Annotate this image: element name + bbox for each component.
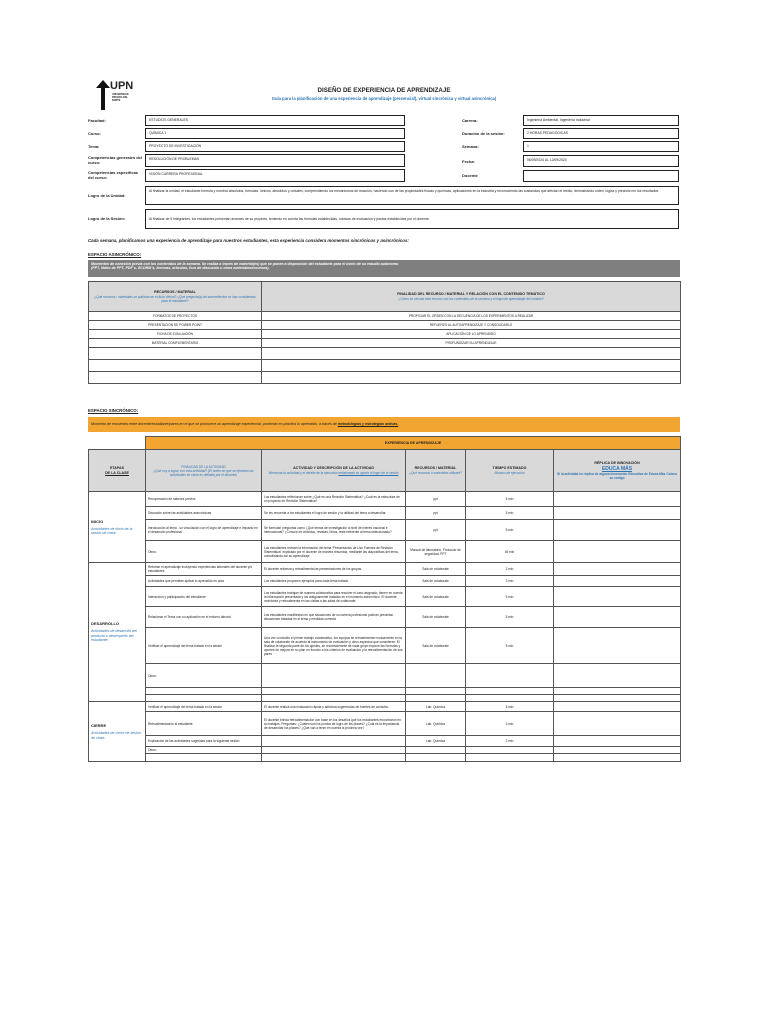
time-cell: 5 min [466, 607, 554, 628]
session-goal-value: Al finalizar de 5 integrantes, los estudiantes presentan avances de su proyecto, teniendo en cuenta las fórmulas establecidas, rúbricas de evaluación y pautas establecidas por el docente. [145, 209, 679, 229]
async-purpose-cell [262, 348, 681, 360]
stage-name: INICIO [91, 518, 104, 524]
sync-table-row [89, 563, 681, 576]
innovation-cell [554, 695, 681, 702]
course-value: QUÍMICA 1 [145, 128, 405, 139]
async-section-title: ESPACIO ASINCRÓNICO: [88, 252, 142, 257]
course-label: Curso: [88, 131, 101, 136]
async-col2-header [262, 282, 681, 312]
sync-table-row [89, 688, 681, 695]
stages-header-line1: ETAPAS [109, 466, 125, 471]
purpose-cell: Actividades que permitan aplicar lo aprendido en aula [146, 576, 262, 587]
sync-table-row [89, 736, 681, 747]
async-purpose-cell [262, 360, 681, 372]
page-title: DISEÑO DE EXPERIENCIA DE APRENDIZAJE [317, 87, 451, 94]
async-purpose-cell: PROFUNDIZAR SU APRENDIZAJE [262, 339, 681, 348]
innovation-cell [554, 712, 681, 736]
purpose-cell: Explicación de las actividades sugeridas para la siguiente sesión [146, 736, 262, 747]
resource-cell: Lab. Química [406, 736, 466, 747]
activity-header-title: ACTIVIDAD Y DESCRIPCIÓN DE LA ACTIVIDAD [293, 466, 374, 471]
sync-corner-blank [89, 437, 146, 450]
sync-table-row [89, 607, 681, 628]
async-purpose-cell: APLICACIÓN DE LO APRENDIDO [262, 330, 681, 339]
date-label: Fecha: [462, 159, 475, 164]
activity-cell: El docente brinda retroalimentación con base en los desafíos que los estudiantes encontraron en su trabajos. Preguntas: ¿Cuáles son los puntos de logro de los planes? ¿Cuál es la importancia de desarrollar los planes? ¿Qué van a tener en cuenta la próxima vez? [262, 712, 406, 736]
sync-table-row [89, 702, 681, 712]
innovation-header-subtitle: Si la actividad es réplica de alguna innovación Educativa de Educa Más Coloca su código [557, 471, 677, 480]
time-cell [466, 664, 554, 688]
async-banner [88, 260, 680, 277]
general-competencies-label: Competencias generales del curso: [88, 155, 143, 165]
resource-cell [406, 688, 466, 695]
resource-cell: Sala de colaborate [406, 576, 466, 587]
async-resource-cell: PRESENTACIÓN DE POWER POINT [89, 321, 262, 330]
stages-header [89, 450, 146, 492]
activity-cell: Se les recuerda a los estudiantes el logro de sesión y la utilidad del tema a desarrollar. [262, 507, 406, 520]
time-cell: 5 min [466, 520, 554, 541]
innovation-header-brand: EDUCA MÁS [601, 465, 633, 472]
innovation-cell [554, 754, 681, 762]
purpose-header-title: FINALIDAD DE LA ACTIVIDAD [181, 464, 226, 469]
innovation-cell [554, 541, 681, 563]
purpose-cell: Otros: [146, 747, 262, 754]
time-cell: 3 min [466, 712, 554, 736]
async-resource-cell [89, 372, 262, 384]
time-header [466, 450, 554, 492]
stage-cell [89, 563, 146, 702]
sync-banner-text: Momento de encuentro entre docente/estudiante/pares en el que se promueve un aprendizaje experiencial, poniendo en práctica lo aprendido, a través de [91, 422, 337, 426]
innovation-cell [554, 587, 681, 607]
activity-cell [262, 688, 406, 695]
resource-cell [406, 695, 466, 702]
activity-cell [262, 754, 406, 762]
time-cell: 2 min [466, 736, 554, 747]
topic-value: PROYECTO DE INVESTIGACIÓN [145, 141, 405, 152]
sync-table [88, 436, 681, 762]
upn-logo [96, 80, 132, 112]
async-table-row [89, 321, 681, 330]
activity-cell [262, 664, 406, 688]
activity-cell: Los estudiantes proponen ejemplos para cada tema tratado [262, 576, 406, 587]
innovation-cell [554, 520, 681, 541]
activity-cell [262, 736, 406, 747]
time-cell: 5 min [466, 628, 554, 664]
week-label: Semana: [462, 144, 479, 149]
purpose-cell: Introducción al tema , su vinculación con el logro de aprendizaje e impacto en el desarrollo profesional [146, 520, 262, 541]
experience-header: EXPERIENCIA DE APRENDIZAJE [146, 437, 681, 450]
activity-cell: Los estudiantes revisan la información del tema "Presentación de Uso Fuentes de Revisión Sistemática" explicado por el docente de manera resumida, mediante las diapositivas del tema, consolidando así su aprendizaje [262, 541, 406, 563]
async-resource-cell [89, 348, 262, 360]
activity-cell: Los estudiantes reflexionan sobre ¿Qué es una Revisión Sistemática? ¿Cuál es la estructura de un proyecto de Revisión Sistemática? [262, 492, 406, 507]
activity-cell [262, 695, 406, 702]
time-cell: 5 min [466, 507, 554, 520]
resources-header-subtitle: ¿Qué recursos o materiales utilizaré? [409, 470, 462, 475]
sync-table-row [89, 507, 681, 520]
time-header-title: TIEMPO ESTIMADO [492, 466, 527, 471]
innovation-cell [554, 576, 681, 587]
career-value: Ingeniería Ambiental, Ingeniería Industrial [523, 115, 679, 126]
date-value: 06/09/2024 AL 12/09/2024 [523, 155, 679, 167]
resource-cell: ppt [406, 520, 466, 541]
teacher-value [523, 170, 679, 182]
resource-cell: Manual de laboratorio, Protocolo de seguridad, PPT [406, 541, 466, 563]
activity-header-subtitle: Menciona la actividad y el detalle de la ejecución [268, 470, 338, 475]
unit-goal-label: Logro de la Unidad: [88, 193, 126, 198]
resources-header-title: RECURSOS / MATERIAL [414, 466, 457, 471]
purpose-cell [146, 754, 262, 762]
async-resource-cell: MATERIAL COMPLEMENTARIO [89, 339, 262, 348]
purpose-cell: Otros: [146, 541, 262, 563]
activity-header [262, 450, 406, 492]
stage-description: Actividades de inicio de la sesión de clase [91, 526, 133, 535]
unit-goal-value: Al finalizar la unidad, el estudiante formula y nombra absolutos, fórmulas, iónicos, absolutos y oxisales, comprendiendo los mecanismos de reacción, haciendo uso de las propiedades físicas y químicas, aplicaciones en la industria y reconociendo las sustancias que afectan el medio, demostrando orden, lógica y precisión en los resultados. [145, 186, 679, 205]
activity-cell: Una vez concluido el primer trabajo colaborativo, los equipos se retroalimentan mutuamente en la sala de colaborate de acuerdo al instrumento de evaluación y otros aspectos que consideren. El finalizar la segunda parte de los ajustes, se reconsiderante de cada grupo expone las fórmulas y aportes de mejora en su plan en función a los criterios de evaluación y la retroalimentación de sus pares [262, 628, 406, 664]
time-cell: 5 min [466, 587, 554, 607]
async-resource-cell: FICHA DE EVALUACIÓN [89, 330, 262, 339]
activity-cell: Los estudiantes trabajan de manera colaborativa para resolver el caso asignado, tienen en cuenta la información presentada y los antiguamente tratados en el momento asincrónico. El docente monitorea y retroalimenta en las visitas a las salas de colaborate. [262, 587, 406, 607]
async-col2-title: FINALIDAD DEL RECURSO / MATERIAL Y RELACIÓN CON EL CONTENIDO TEMÁTICO [397, 292, 545, 297]
time-cell [466, 747, 554, 754]
time-cell: 45 min [466, 541, 554, 563]
teacher-label: Docente [462, 173, 478, 178]
logo-text: UPN [110, 80, 134, 92]
innovation-cell [554, 492, 681, 507]
time-cell [466, 754, 554, 762]
logo-subtext: UNIVERSIDAD PRIVADA DEL NORTE [112, 93, 129, 103]
innovation-cell [554, 607, 681, 628]
sync-banner-link: metodologías y estrategias activas. [337, 422, 399, 426]
resource-cell: Lab. Química [406, 712, 466, 736]
purpose-cell [146, 688, 262, 695]
resource-cell: ppt [406, 507, 466, 520]
sync-table-row [89, 628, 681, 664]
time-cell: 5 min [466, 702, 554, 712]
innovation-cell [554, 736, 681, 747]
sync-table-row [89, 754, 681, 762]
sync-table-row [89, 664, 681, 688]
sync-table-row [89, 492, 681, 507]
purpose-cell: Retomar el aprendizaje incluyendo experiencias laborales del docente y/o estudiantes [146, 563, 262, 576]
stage-description: Actividades de cierre de sesión de clase. [91, 731, 141, 740]
activity-cell: El docente refuerza y retroalimenta las presentaciones de los grupos. [262, 563, 406, 576]
resource-cell: Lab. Química [406, 702, 466, 712]
stages-header-line2: DE LA CLASE [105, 470, 129, 475]
async-table-row [89, 360, 681, 372]
sync-table-row [89, 747, 681, 754]
innovation-cell [554, 563, 681, 576]
innovation-cell [554, 688, 681, 695]
time-header-subtitle: Minutos de ejecución [494, 470, 525, 475]
async-table [88, 281, 681, 384]
sync-table-row [89, 587, 681, 607]
resource-cell: Sala de colaborate [406, 628, 466, 664]
activity-cell: El docente realiza una evaluación rápida y adiciona sugerencias de fuentes de consulta. [262, 702, 406, 712]
activity-cell: Los estudiantes manifiestan en que situaciones de su carrera profesional podrían presentar situaciones tratadas en el tema y medidas correcta [262, 607, 406, 628]
async-banner-line2: (PPT, Video de PPT, PDF´s, SCORM´s, lecturas, artículos, foro de discusión u otros materiales/recursos). [91, 266, 270, 270]
career-label: Carrera: [462, 118, 478, 123]
page-subtitle: Guía para la planificación de una experiencia de aprendizaje (presencial), virtual sincrónica y virtual asincrónica) [271, 96, 497, 101]
purpose-cell: Verificar el aprendizaje del tema tratado en la sesión [146, 702, 262, 712]
stage-name: DESARROLLO [91, 621, 119, 627]
general-competencies-value: RESOLUCIÓN DE PROBLEMAS [145, 154, 405, 167]
purpose-cell: Otros: [146, 664, 262, 688]
async-purpose-cell: PROPICIAR EL ORDEN CON LA SECUENCIA DE LOS EXPERIMENTOS A REALIZAR [262, 312, 681, 321]
resource-cell: Sala de colaborate [406, 587, 466, 607]
activity-cell [262, 747, 406, 754]
innovation-header-title: RÉPLICA DE INNOVACIÓN [594, 461, 640, 466]
faculty-label: Facultad: [88, 118, 106, 123]
innovation-cell [554, 747, 681, 754]
purpose-cell: Relacionar el Tema con su aplicación en el entorno laboral [146, 607, 262, 628]
time-cell: 3 min [466, 576, 554, 587]
async-resource-cell [89, 360, 262, 372]
async-col1-title: RECURSOS / MATERIAL [154, 290, 196, 295]
activity-cell: Se formulan preguntas como ¿Qué temas de investigación a nivel de interés nacional e internacional? ¿Conoce de artículos, revistas, libros, tesis referente al tema seleccionado? [262, 520, 406, 541]
time-cell [466, 688, 554, 695]
innovation-cell [554, 507, 681, 520]
async-col2-subtitle: ¿Cómo se vincula este recurso con los contenidos de la semana y el logro de aprendizaje del módulo? [398, 296, 544, 301]
specific-competencies-value: VISIÓN CARRERA PROFESIONAL [145, 169, 405, 182]
resource-cell: Sala de colaborate [406, 607, 466, 628]
purpose-cell: Retroalimentación al estudiante [146, 712, 262, 736]
sync-table-row [89, 520, 681, 541]
upn-logo-arrow-icon [96, 80, 110, 110]
sync-table-row [89, 712, 681, 736]
purpose-header-subtitle: ¿Qué voy a lograr con esta actividad? (El orden en que se ejecutan las actividades en clase es definido por el docente) [153, 468, 254, 477]
async-col1-subtitle: ¿Qué recursos / materiales se publican en el Aula Virtual? ¿Qué pregunta(s) de autorreflexión se han considerado para el estudiante? [94, 294, 256, 303]
resource-cell [406, 747, 466, 754]
sync-table-row [89, 695, 681, 702]
sync-section-title: ESPACIO SINCRÓNICO: [88, 408, 139, 413]
innovation-cell [554, 628, 681, 664]
resource-cell: Sala de colaborate [406, 563, 466, 576]
async-table-row [89, 348, 681, 360]
sync-table-row [89, 576, 681, 587]
async-col1-header [89, 282, 262, 312]
innovation-cell [554, 702, 681, 712]
specific-competencies-label: Competencias específicas del curso: [88, 170, 139, 180]
session-goal-label: Logro de la Sesión: [88, 216, 126, 221]
resource-cell [406, 664, 466, 688]
resource-cell [406, 754, 466, 762]
resource-cell: ppt [406, 492, 466, 507]
faculty-value: ESTUDIOS GENERALES [145, 115, 405, 126]
sync-table-row [89, 541, 681, 563]
duration-value: 2 HORAS PEDAGÓGICAS [523, 128, 679, 139]
activity-header-subtitle2: enfatizando su aporte al logro de la sesión [338, 470, 399, 475]
async-table-row [89, 330, 681, 339]
async-resource-cell: FORMATOS DE PROYECTOS [89, 312, 262, 321]
innovation-cell [554, 664, 681, 688]
sync-banner [88, 417, 680, 432]
time-cell: 2 min [466, 563, 554, 576]
time-cell: 5 min [466, 492, 554, 507]
async-purpose-cell [262, 372, 681, 384]
purpose-cell: Interacción y participación del estudiante [146, 587, 262, 607]
async-table-row [89, 372, 681, 384]
intro-text: Cada semana, planificamos una experiencia de aprendizaje para nuestros estudiantes, esta experiencia considera momentos sincrónicos y asincrónicos: [88, 238, 409, 243]
resources-header [406, 450, 466, 492]
async-banner-line1: Momentos de conexión previa con los contenidos de la semana. Se realiza a través de material(es) que se ponen a disposición del estudiante para el inicio de su estudio autónomo. [91, 262, 400, 266]
purpose-header [146, 450, 262, 492]
purpose-cell: Recuperación de saberes previos [146, 492, 262, 507]
purpose-cell [146, 695, 262, 702]
duration-label: Duración de la sesión: [462, 131, 505, 136]
stage-cell [89, 702, 146, 762]
innovation-header [554, 450, 681, 492]
purpose-cell: Verificar el aprendizaje del tema tratado en la sesión [146, 628, 262, 664]
topic-label: Tema: [88, 144, 100, 149]
async-purpose-cell: REFUERZO AL AUTOAPRENDIZAJE Y CONSOLIDARLO [262, 321, 681, 330]
time-cell [466, 695, 554, 702]
stage-description: Actividades de desarrollo del producto o desempeño del estudiante. [91, 629, 137, 643]
stage-cell [89, 492, 146, 563]
async-table-row [89, 312, 681, 321]
stage-name: CIERRE [91, 723, 107, 729]
purpose-cell: Discusión sobre las actividades asincrónicas [146, 507, 262, 520]
async-table-row [89, 339, 681, 348]
week-value: 1 [523, 141, 679, 152]
